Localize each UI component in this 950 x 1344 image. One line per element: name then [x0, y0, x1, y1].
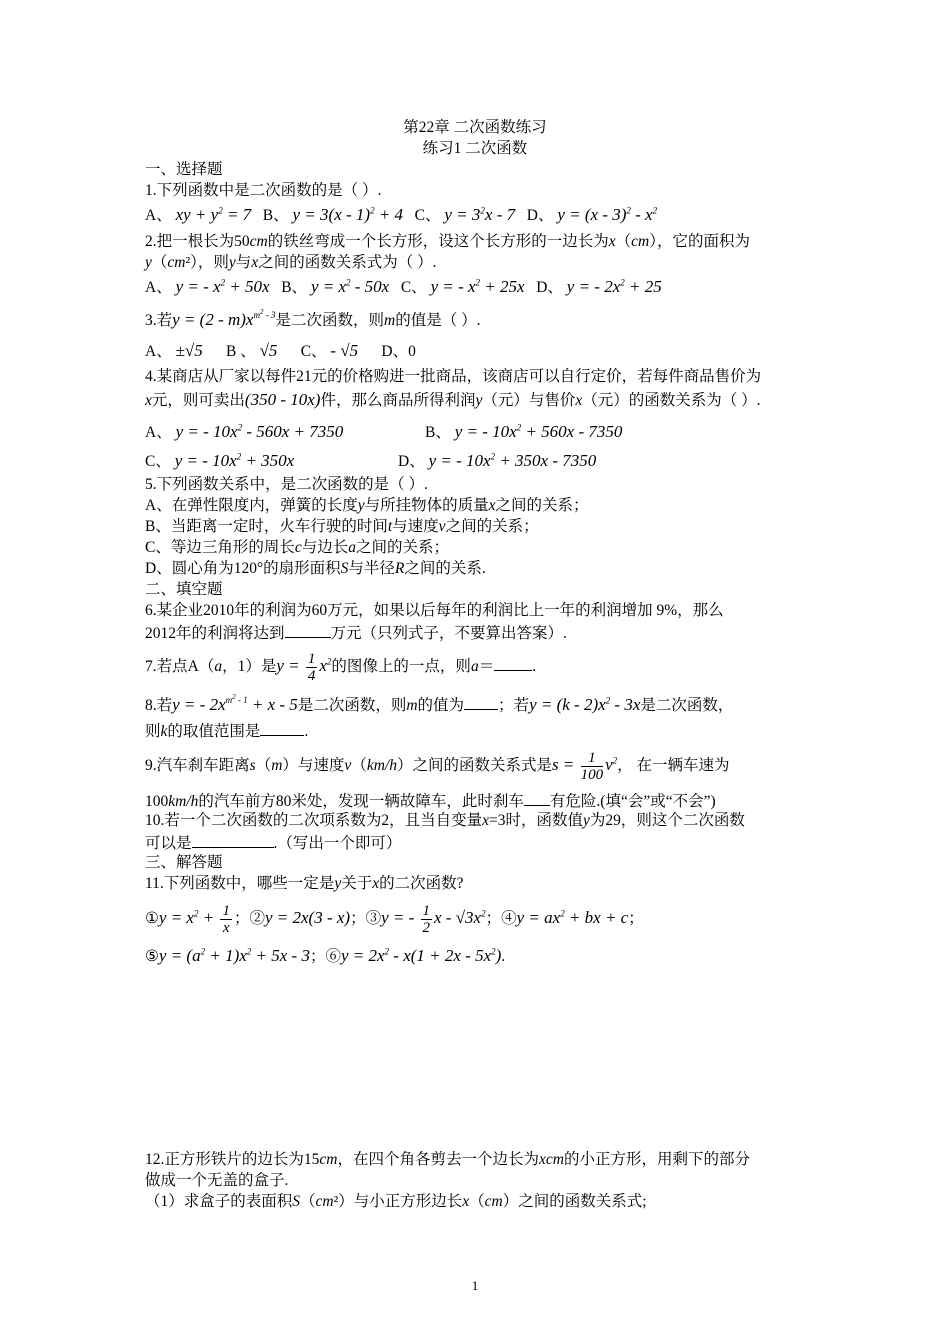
q9-line1: 9.汽车刹车距离s（m）与速度v（km/h）之间的函数关系式是s = $\frac{1}{100}$ $v^2$， 在一辆车速为 — [145, 749, 730, 783]
q5-stem: 5.下列函数关系中，是二次函数的是（ ）. — [145, 476, 428, 493]
q12-line1: 12.正方形铁片的边长为15cm，在四个角各剪去一个边长为xcm的小正方形，用剩下的部分 — [145, 1151, 750, 1168]
q7-line: 7.若点A（a，1）是y = $\frac{1}{4}$ $x^2$的图像上的一点，则a＝ . — [145, 650, 537, 684]
q9-line2: 100km/h的汽车前方80米处，发现一辆故障车，此时刹车 有危险.(填“会”或“不会”) — [145, 789, 815, 813]
q9-answer-blank — [524, 789, 550, 806]
q1-option-c-formula: $y = 3^2x - 7$ — [444, 205, 516, 224]
q11-formula-3: y = - $\frac{1}{2}$ x - $√3x^2$ — [381, 902, 486, 936]
q8-line2: 则k的取值范围是 . — [145, 719, 815, 743]
q4-options-row2: C、 y = - $10x^2 + 350x$ D、 y = - $10x^2 + 350x - 7350$ — [145, 451, 597, 470]
q5-option-c: C、等边三角形的周长c与边长a之间的关系； — [145, 539, 450, 556]
q5-option-d: D、圆心角为120°的扇形面积S与半径R之间的关系. — [145, 560, 486, 577]
q3-formula: $y = (2 - m)x^{m^2 - 3}$ — [172, 308, 276, 329]
q3-stem: 3.若$y = (2 - m)x^{m^2 - 3}$是二次函数，则m的值是（ ）. — [145, 308, 481, 329]
q3-options: A、 ±√5 B 、 √5 C、 - √5 D、0 — [145, 341, 416, 360]
q2-options: A、 y = - $x^2 + 50x$ B、 $y = x^2 - 50x$ C、 y = - $x^2 + 25x$ D、 y = - $2x^2 + 25$ — [145, 277, 662, 296]
q11-items-row1: ①y = $x^2$ + $\frac{1}{x}$ ；②y = 2x(3 - x)；③y = - $\frac{1}{2}$ x - $√3x^2$；④y = $ax^2$ + bx + c； — [145, 902, 644, 936]
q4-options-row1: A、 y = - $10x^2 - 560x + 7350$ B、 y = - $10x^2 + 560x - 7350$ — [145, 422, 623, 441]
q6-line2: 2012年的利润将达到 万元（只列式子，不要算出答案）. — [145, 621, 815, 645]
q8-line1: 8.若y = - $2x^{m^2 - 1} + x - 5$是二次函数，则m的值为 ；若$y = (k - 2)x^2 - 3x$是二次函数， — [145, 693, 734, 714]
q10-answer-blank — [192, 831, 274, 848]
q1-stem: 1.下列函数中是二次函数的是（ ）. — [145, 182, 382, 199]
q7-formula: y = $\frac{1}{4}$ $x^2$ — [276, 650, 332, 684]
q2-stem-line1: 2.把一根长为50cm的铁丝弯成一个长方形，设这个长方形的一边长为x（cm），它的面积为 — [145, 233, 750, 250]
q1-option-d-formula: $y = (x - 3)^2 - x^2$ — [557, 205, 658, 224]
section-fill-heading: 二、填空题 — [145, 581, 223, 598]
q4-option-c-formula: y = - $10x^2 + 350x$ — [174, 451, 295, 470]
q11-formula-2: y = 2x(3 - x) — [264, 908, 351, 927]
q6-line1: 6.某企业2010年的利润为60万元，如果以后每年的利润比上一年的利润增加 9%，那么 — [145, 602, 724, 619]
q10-line1: 10.若一个二次函数的二次项系数为2，且当自变量x=3时，函数值y为29，则这个二次函数 — [145, 812, 745, 829]
q5-option-a: A、在弹性限度内，弹簧的长度y与所挂物体的质量x之间的关系； — [145, 497, 589, 514]
q3-option-c-formula: - √5 — [330, 341, 359, 360]
q2-option-c-formula: y = - $x^2 + 25x$ — [430, 277, 525, 296]
q9-formula: s = $\frac{1}{100}$ $v^2$ — [551, 749, 618, 783]
q11-stem: 11.下列函数中，哪些一定是y关于x的二次函数? — [145, 875, 464, 892]
q3-option-b-formula: √5 — [259, 341, 278, 360]
q8-m-blank — [464, 693, 498, 710]
q4-stem-line1: 4.某商店从厂家以每件21元的价格购进一批商品，该商店可以自行定价，若每件商品售价为 — [145, 368, 762, 385]
q4-option-b-formula: y = - $10x^2 + 560x - 7350$ — [454, 422, 623, 441]
q11-formula-5: $y = (a^2 + 1)x^2 + 5x - 3$ — [158, 946, 310, 965]
q11-formula-6: $y = 2x^2 - x(1 + 2x - 5x^2)$ — [340, 946, 502, 965]
q4-stem-line2: x元，则可卖出(350 - 10x)件，那么商品所得利润y（元）与售价x（元）的函数关系为（ ）. — [145, 390, 761, 409]
section-solve-heading: 三、解答题 — [145, 854, 223, 871]
section-choice-heading: 一、选择题 — [145, 161, 223, 178]
q8-formula-2: $y = (k - 2)x^2 - 3x$ — [529, 695, 641, 714]
q8-k-blank — [260, 719, 304, 736]
q2-option-b-formula: $y = x^2 - 50x$ — [310, 277, 390, 296]
q8-formula-1: y = - $2x^{m^2 - 1} + x - 5$ — [172, 693, 298, 714]
chapter-title: 第22章 二次函数练习 — [403, 119, 547, 136]
q1-options: A、 xy + $y^2 = 7$ B、 y = 3(x - 1)$^2$ + 4 C、 $y = 3^2x - 7$ D、 $y = (x - 3)^2 - x^2$ — [145, 205, 658, 224]
q3-option-a-formula: ±√5 — [175, 341, 203, 360]
q11-formula-4: $y = ax^2$ + bx + c — [516, 908, 629, 927]
q10-line2: 可以是 .（写出一个即可） — [145, 831, 815, 855]
q12-line3: （1）求盒子的表面积S（cm²）与小正方形边长x（cm）之间的函数关系式; — [145, 1193, 647, 1210]
q4-option-d-formula: y = - $10x^2 + 350x - 7350$ — [428, 451, 597, 470]
q4-option-a-formula: y = - $10x^2 - 560x + 7350$ — [175, 422, 344, 441]
q11-items-row2: ⑤y = $(a^2 + 1)x^2 + 5x - 3$；⑥y = $2x^2 - x(1 + 2x - 5x^2)$. — [145, 946, 506, 965]
exercise-title: 练习1 二次函数 — [422, 140, 528, 157]
q2-stem-line2: y（cm²），则y与x之间的函数关系式为（ ）. — [145, 254, 437, 271]
q7-answer-blank — [494, 654, 532, 671]
q2-option-d-formula: y = - $2x^2 + 25$ — [566, 277, 662, 296]
page-number: 1 — [471, 1278, 479, 1293]
q1-option-b-formula: y = 3(x - 1)$^2$ + 4 — [292, 205, 404, 224]
q11-formula-1: $y = x^2$ + $\frac{1}{x}$ — [158, 902, 230, 936]
q12-line2: 做成一个无盖的盒子. — [145, 1172, 289, 1189]
q4-quantity-formula: (350 - 10x) — [244, 390, 321, 409]
q1-option-a-formula: xy + $y^2 = 7$ — [175, 205, 252, 224]
q2-option-a-formula: y = - $x^2 + 50x$ — [175, 277, 270, 296]
q6-answer-blank — [285, 621, 331, 638]
q5-option-b: B、当距离一定时，火车行驶的时间t与速度v之间的关系； — [145, 518, 539, 535]
